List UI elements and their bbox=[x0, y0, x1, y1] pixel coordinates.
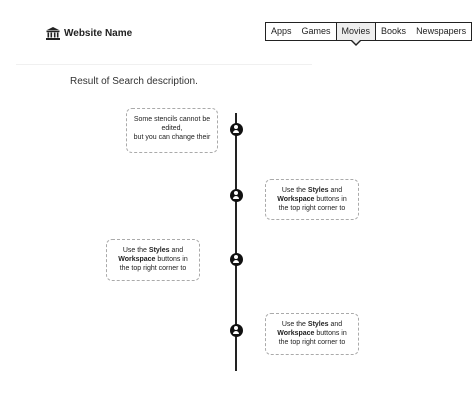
nav-item-books[interactable]: Books bbox=[381, 26, 407, 36]
card-text: the top right corner to bbox=[278, 339, 346, 346]
nav-item-movies[interactable]: Movies bbox=[336, 23, 377, 40]
timeline-card-4 bbox=[265, 313, 359, 355]
header-divider bbox=[16, 64, 312, 65]
card-text: Use the bbox=[281, 187, 308, 194]
museum-icon bbox=[46, 27, 60, 40]
card-text: buttons in bbox=[314, 196, 347, 203]
card-bold-text: Styles bbox=[307, 321, 329, 328]
brand[interactable] bbox=[46, 27, 132, 40]
card-text: the top right corner to bbox=[119, 265, 187, 272]
card-bold-text: Workspace bbox=[277, 330, 315, 337]
card-line: edited, bbox=[161, 125, 183, 132]
user-icon bbox=[230, 253, 243, 266]
card-bold-text: Workspace bbox=[118, 256, 156, 263]
user-icon bbox=[230, 189, 243, 202]
brand-name: Website Name bbox=[64, 28, 133, 39]
card-text: and bbox=[328, 187, 343, 194]
user-icon bbox=[230, 123, 243, 136]
top-nav bbox=[265, 22, 472, 41]
card-text: and bbox=[169, 247, 184, 254]
card-text: buttons in bbox=[155, 256, 188, 263]
card-text: Use the bbox=[281, 321, 308, 328]
card-text: and bbox=[328, 321, 343, 328]
card-bold-text: Workspace bbox=[277, 196, 315, 203]
card-bold-text: Styles bbox=[148, 247, 170, 254]
timeline-card-1 bbox=[126, 108, 218, 153]
card-text: the top right corner to bbox=[278, 205, 346, 212]
result-description: Result of Search description. bbox=[70, 76, 198, 87]
timeline-card-2 bbox=[265, 179, 359, 220]
card-line: but you can change their bbox=[133, 134, 211, 141]
user-icon bbox=[230, 324, 243, 337]
card-line: Some stencils cannot be bbox=[133, 116, 211, 123]
nav-item-apps[interactable]: Apps bbox=[271, 26, 292, 36]
card-text: Use the bbox=[122, 247, 149, 254]
nav-item-newspapers[interactable]: Newspapers bbox=[416, 26, 467, 36]
card-bold-text: Styles bbox=[307, 187, 329, 194]
nav-item-games[interactable]: Games bbox=[301, 26, 331, 36]
card-text: buttons in bbox=[314, 330, 347, 337]
timeline-card-3 bbox=[106, 239, 200, 281]
